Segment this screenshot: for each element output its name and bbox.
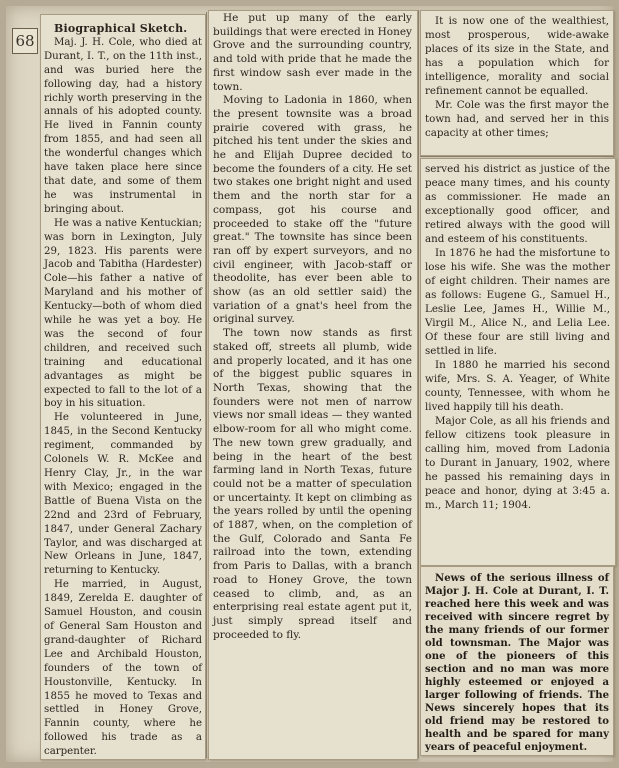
paragraph: Maj. J. H. Cole, who died at Durant, I. T., on the 11th inst., and was buried here the following day, had a history richly worth preserving in the annals of his adopted county. He lived in Fannin county from 1855, and had seen all the wonderful changes which have taken place here since that date, and some of them he was instrumental in bringing about. — [44, 36, 202, 215]
paragraph: News of the serious illness of Major J. H. Cole at Durant, I. T. reached here this week and was received with sincere regret by the many friends of our former old townsman. The Major was one of the pioneers of this section and no man was more highly esteemed or enjoyed a larger following of friends. The News sincerely hopes that its old friend may be restored to health and be spared for many years of peaceful enjoyment. — [425, 573, 609, 753]
paragraph: He was a native Kentuckian; was born in Lexington, July 29, 1823. His parents were Jacob and Tabitha (Hardester) Cole—his father a native of Maryland and his mother of Kentucky—both of whom died while he was yet a boy. He was the second of four children, and received such training and educational advantages as might be expected to fall to the lot of a boy in his situation. — [44, 217, 202, 410]
column-1 — [44, 22, 202, 759]
column-3-mid — [425, 162, 610, 512]
column-divider — [418, 10, 419, 758]
paragraph: served his district as justice of the peace many times, and his county as commissioner. He made an exceptionally good officer, and retired always with the good will and esteem of his constituents. — [425, 163, 610, 245]
paragraph: Moving to Ladonia in 1860, when the present townsite was a broad prairie covered with grass, he pitched his tent under the skies and he and Elijah Dupree decided to become the founders of a city. He set two stakes one bright night and used them and the north star for a compass, got his course and proceeded to stake off the "future great." The townsite has since been ran off by expert surveyors, and no civil engineer, with Jacob-staff or theodolite, has ever been able to show (as an old settler said) the variation of a gnat's heel from the original survey. — [213, 94, 412, 326]
paragraph: In 1880 he married his second wife, Mrs. S. A. Yeager, of White county, Tennessee, with whom he lived happily till his death. — [425, 359, 610, 413]
page-number: 68 — [12, 28, 38, 54]
news-notice — [425, 572, 609, 754]
paragraph: He married, in August, 1849, Zerelda E. daughter of Samuel Houston, and cousin of General Sam Houston and grand-daughter of Richard Lee and Archibald Houston, founders of the town of Houstonville, Kentucky. In 1855 he moved to Texas and settled in Honey Grove, Fannin county, where he followed his trade as a carpenter. — [44, 579, 202, 758]
paragraph: Mr. Cole was the first mayor the town had, and served her in this capacity at other times; — [425, 99, 609, 139]
paragraph: Major Cole, as all his friends and fellow citizens took pleasure in calling him, moved from Ladonia to Durant in January, 1902, where he passed his remaining days in peace and honor, dying at 3:45 a. m., March 11; 1904. — [425, 415, 610, 511]
article-heading: Biographical Sketch. — [54, 22, 188, 35]
clipping-divider — [420, 156, 614, 157]
paragraph: He put up many of the early buildings that were erected in Honey Grove and the surrounding country, and told with pride that he made the first window sash ever made in the town. — [213, 12, 412, 93]
paragraph: In 1876 he had the misfortune to lose his wife. She was the mother of eight children. Their names are as follows: Eugene G., Samuel H., Leslie Lee, James H., Willie M., Virgil M., Alice N., and Lelia Lee. Of these four are still living and settled in life. — [425, 247, 610, 357]
column-divider — [206, 12, 207, 758]
column-2 — [213, 12, 412, 642]
paragraph: The town now stands as first staked off, streets all plumb, wide and properly located, and it has one of the biggest public squares in North Texas, showing that the founders were not men of narrow views nor small ideas — they wanted elbow-room for all who might come. The new town grew gradually, and being in the heart of the best farming land in North Texas, future could not be a matter of speculation or uncertainty. It kept on climbing as the years rolled by until the opening of 1887, when, on the completion of the Gulf, Colorado and Santa Fe railroad into the town, extending from Paris to Dallas, with a branch road to Honey Grove, the town ceased to climb, and, as an enterprising real estate agent put it, just simply spread itself and proceeded to fly. — [213, 327, 412, 641]
paragraph: He volunteered in June, 1845, in the Second Kentucky regiment, commanded by Colonels W. R. McKee and Henry Clay, Jr., in the war with Mexico; engaged in the Battle of Buena Vista on the 22nd and 23rd of February, 1847, under General Zachary Taylor, and was discharged at New Orleans in June, 1847, returning to Kentucky. — [44, 412, 202, 577]
paragraph: It is now one of the wealthiest, most prosperous, wide-awake places of its size in the State, and has a population which for intelligence, morality and social refinement cannot be equalled. — [425, 15, 609, 97]
column-3-top — [425, 14, 609, 140]
